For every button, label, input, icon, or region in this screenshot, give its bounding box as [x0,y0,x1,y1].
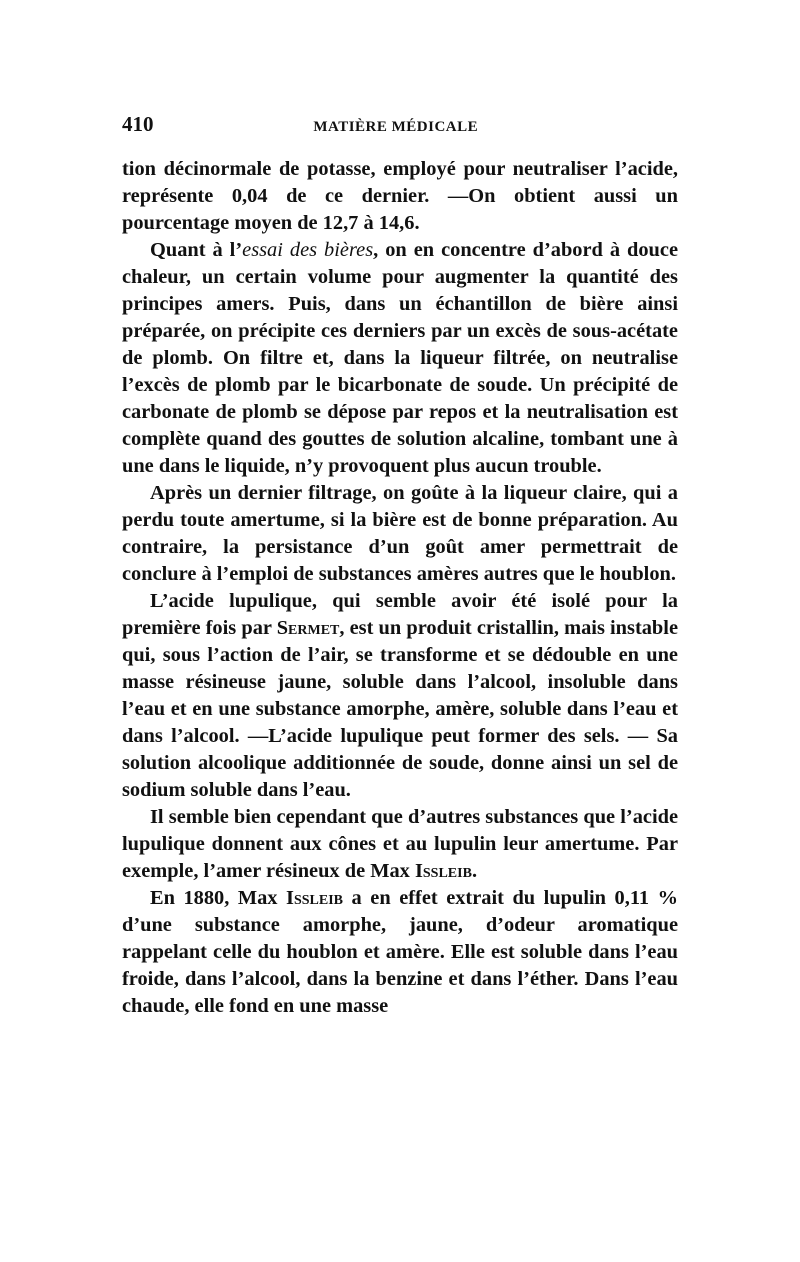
paragraph-6-rest: a en effet extrait du lupulin 0,11 % d’une substance amorphe, jaune, d’odeur aromatique rappelant celle du houblon et amère. Elle est soluble dans l’eau froide, dans l’alcool, dans la benzine et dans l’éther. Dans l’eau chaude, elle fond en une masse [122,887,679,1017]
page-number: 410 [122,112,154,136]
paragraph-5-start: Il semble bien cependant que d’autres substances que l’acide lupulique donnent aux cônes et au lupulin leur amertume. Par exemple, l’amer résineux de Max [122,806,678,882]
paragraph-6-start: En 1880, Max [150,887,287,909]
paragraph-4-start: L’acide lupulique, qui semble avoir été isolé pour la première fois par [122,590,678,639]
paragraph-2-rest: , on en concentre d’abord à douce chaleur, un certain volume pour augmenter la quantité des principes amers. Puis, dans un échantillon de bière ainsi préparée, on précipite ces derniers par un excès de sous-acétate de plomb. On filtre et, dans la liqueur filtrée, on neutralise l’excès de plomb par le bicarbonate de soude. Un précipité de carbonate de plomb se dépose par repos et la neutralisation est complète quand des gouttes de solution alcaline, tombant une à une dans le liquide, n’y provoquent plus aucun trouble. [122,239,679,477]
italic-term: essai des bières [242,239,374,261]
paragraph-4-rest: , est un produit cristallin, mais instable qui, sous l’action de l’air, se transforme et se dédouble en une masse résineuse jaune, soluble dans l’alcool, insoluble dans l’eau et en une substance amorphe, amère, soluble dans l’eau et dans l’alcool. —L’acide lupulique peut former des sels. — Sa solution alcoolique additionnée de soude, donne ainsi un sel de sodium soluble dans l’eau. [122,617,678,801]
paragraph-6 [122,885,678,1020]
paragraph-2 [122,237,678,480]
paragraph-1: tion décinormale de potasse, employé pour neutraliser l’acide, représente 0,04 de ce dernier. —On obtient aussi un pourcentage moyen de 12,7 à 14,6. [122,158,678,234]
author-name: Issleib [286,887,344,909]
paragraph-2-start: Quant à l’ [150,239,243,261]
page-header [122,112,678,144]
paragraph-4 [122,588,678,804]
book-page [122,112,678,1020]
running-head: MATIÈRE MÉDICALE [313,119,479,135]
paragraph-3: Après un dernier filtrage, on goûte à la liqueur claire, qui a perdu toute amertume, si la bière est de bonne préparation. Au contraire, la persistance d’un goût amer permettrait de conclure à l’emploi de substances amères autres que le houblon. [122,482,678,585]
author-name: Sermet [276,617,340,639]
paragraph-5 [122,804,678,885]
author-name: Issleib [414,860,472,882]
paragraph-5-rest: . [471,860,478,882]
